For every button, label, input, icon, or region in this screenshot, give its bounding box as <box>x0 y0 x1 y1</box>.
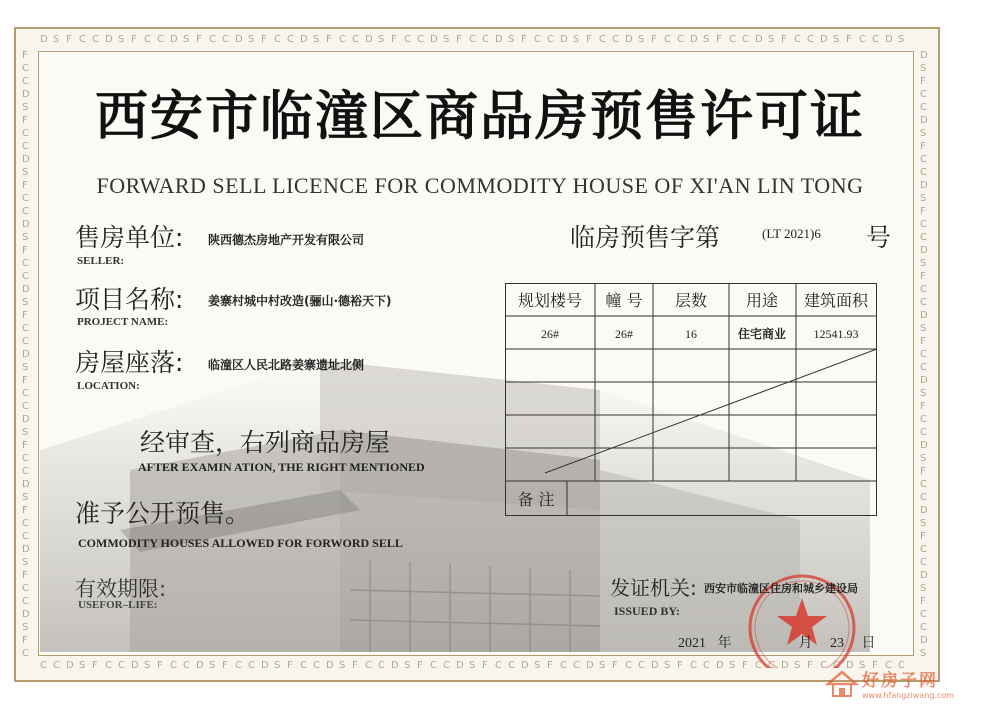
border-letter: S <box>794 660 801 671</box>
border-letter: S <box>920 128 927 139</box>
border-letter: D <box>920 180 928 191</box>
border-letter: F <box>22 635 28 646</box>
header-building-no: 幢 号 <box>605 291 643 310</box>
border-letter: F <box>920 336 926 347</box>
border-letter: D <box>22 154 30 165</box>
border-letter: F <box>22 310 28 321</box>
border-letter: C <box>313 660 320 671</box>
header-floor-area: 建筑面积 <box>803 291 869 310</box>
border-letter: C <box>920 89 927 100</box>
border-letter: F <box>22 115 28 126</box>
border-letter: F <box>417 660 423 671</box>
border-letter: D <box>40 34 48 45</box>
border-letter: S <box>920 388 927 399</box>
border-letter: S <box>508 34 515 45</box>
border-letter: D <box>781 660 789 671</box>
border-letter: F <box>781 34 787 45</box>
border-letter: F <box>157 660 163 671</box>
border-letter: F <box>222 660 228 671</box>
border-letter: F <box>677 660 683 671</box>
border-letter: C <box>22 63 29 74</box>
border-letter: C <box>729 34 736 45</box>
border-letter: S <box>703 34 710 45</box>
border-letter: F <box>196 34 202 45</box>
border-letter: C <box>920 284 927 295</box>
border-letter: F <box>131 34 137 45</box>
header-planned-building-no: 规划楼号 <box>517 291 583 310</box>
border-letter: C <box>920 362 927 373</box>
border-letter: S <box>920 323 927 334</box>
border-letter: C <box>378 660 385 671</box>
border-letter: C <box>209 34 216 45</box>
border-letter: S <box>144 660 151 671</box>
border-letter: F <box>612 660 618 671</box>
site-watermark-logo <box>822 662 982 702</box>
border-letter: S <box>118 34 125 45</box>
border-letter: C <box>22 466 29 477</box>
border-letter: S <box>920 648 927 659</box>
border-letter: C <box>22 206 29 217</box>
cell-usage: 住宅商业 <box>737 327 787 341</box>
border-letter: D <box>22 544 30 555</box>
border-letter: C <box>22 453 29 464</box>
border-letter: C <box>625 660 632 671</box>
border-letter: C <box>755 660 762 671</box>
border-letter: D <box>365 34 373 45</box>
border-letter: S <box>22 232 29 243</box>
border-letter: S <box>443 34 450 45</box>
border-letter: C <box>404 34 411 45</box>
seller-label-en: SELLER: <box>77 255 125 267</box>
border-letter: D <box>22 219 30 230</box>
border-letter: C <box>417 34 424 45</box>
border-letter: F <box>920 466 926 477</box>
border-letter: F <box>287 660 293 671</box>
border-letter: S <box>22 557 29 568</box>
svg-text:好房子网: 好房子网 <box>862 671 938 691</box>
border-letter: C <box>560 660 567 671</box>
border-letter: D <box>586 660 594 671</box>
border-letter: C <box>22 388 29 399</box>
border-letter: D <box>920 115 928 126</box>
border-letter: D <box>495 34 503 45</box>
border-letter: F <box>66 34 72 45</box>
border-letter: C <box>235 660 242 671</box>
border-letter: F <box>920 271 926 282</box>
border-letter: D <box>716 660 724 671</box>
border-letter: D <box>196 660 204 671</box>
border-letter: C <box>105 660 112 671</box>
border-letter: D <box>755 34 763 45</box>
border-letter: C <box>22 76 29 87</box>
border-letter: S <box>920 193 927 204</box>
border-letter: F <box>22 50 28 61</box>
border-letter: C <box>22 193 29 204</box>
border-letter: C <box>300 660 307 671</box>
border-letter: C <box>638 660 645 671</box>
border-letter: D <box>170 34 178 45</box>
border-letter: D <box>235 34 243 45</box>
border-letter: F <box>920 401 926 412</box>
certificate-subtitle: FORWARD SELL LICENCE FOR COMMODITY HOUSE OF XI'AN LIN TONG <box>96 173 864 198</box>
border-letter: S <box>768 34 775 45</box>
border-letter: D <box>920 245 928 256</box>
border-letter: S <box>22 622 29 633</box>
border-letter: F <box>22 570 28 581</box>
border-letter: D <box>560 34 568 45</box>
border-letter: C <box>920 427 927 438</box>
border-letter: C <box>807 34 814 45</box>
border-letter: F <box>482 660 488 671</box>
border-letter: C <box>920 154 927 165</box>
day-unit: 日 <box>861 635 876 651</box>
location-value: 临潼区人民北路姜寨遗址北侧 <box>208 358 365 372</box>
border-letter: F <box>920 141 926 152</box>
border-letter: C <box>22 336 29 347</box>
presale-allowed-statement-en: COMMODITY HOUSES ALLOWED FOR FORWORD SELL <box>78 536 403 550</box>
border-letter: C <box>53 660 60 671</box>
validity-label: 有效期限: <box>75 577 167 601</box>
border-letter: C <box>144 34 151 45</box>
border-letter: F <box>547 660 553 671</box>
month-unit: 月 <box>798 635 813 651</box>
border-letter: D <box>920 570 928 581</box>
border-letter: S <box>22 362 29 373</box>
border-letter: S <box>22 427 29 438</box>
border-letter: F <box>22 440 28 451</box>
border-letter: C <box>833 660 840 671</box>
border-letter: D <box>920 50 928 61</box>
border-letter: S <box>404 660 411 671</box>
border-letter: S <box>22 167 29 178</box>
border-letter: S <box>274 660 281 671</box>
border-letter: D <box>885 34 893 45</box>
border-letter: C <box>920 219 927 230</box>
border-letter: C <box>22 323 29 334</box>
border-letter: F <box>651 34 657 45</box>
border-letter: C <box>742 34 749 45</box>
border-letter: D <box>22 479 30 490</box>
border-letter: C <box>248 660 255 671</box>
border-letter: S <box>22 297 29 308</box>
permit-number-label: 临房预售字第 <box>570 223 721 252</box>
border-letter: D <box>22 414 30 425</box>
border-letter: F <box>742 660 748 671</box>
border-letter: C <box>22 128 29 139</box>
border-letter: F <box>920 76 926 87</box>
border-letter: S <box>209 660 216 671</box>
border-letter: F <box>456 34 462 45</box>
border-letter: C <box>820 660 827 671</box>
border-letter: F <box>716 34 722 45</box>
border-letter: S <box>920 258 927 269</box>
border-letter: D <box>326 660 334 671</box>
border-letter: C <box>547 34 554 45</box>
remarks-label: 备 注 <box>517 490 555 509</box>
presale-allowed-statement: 准予公开预售。 <box>75 499 251 528</box>
border-letter: C <box>22 583 29 594</box>
border-letter: D <box>820 34 828 45</box>
border-letter: F <box>92 660 98 671</box>
border-letter: C <box>365 660 372 671</box>
border-letter: C <box>534 34 541 45</box>
seller-value: 陕西德杰房地产开发有限公司 <box>208 233 365 247</box>
border-letter: S <box>920 518 927 529</box>
border-letter: C <box>443 660 450 671</box>
border-letter: C <box>40 660 47 671</box>
border-letter: C <box>920 232 927 243</box>
project-label-en: PROJECT NAME: <box>77 316 169 328</box>
border-letter: D <box>22 609 30 620</box>
header-usage: 用途 <box>745 291 779 310</box>
border-letter: D <box>920 310 928 321</box>
border-letter: F <box>261 34 267 45</box>
border-letter: C <box>118 660 125 671</box>
border-letter: D <box>131 660 139 671</box>
border-letter: F <box>846 34 852 45</box>
border-letter: C <box>612 34 619 45</box>
certificate-title: 西安市临潼区商品房预售许可证 <box>95 86 865 147</box>
border-letter: D <box>920 375 928 386</box>
location-label-en: LOCATION: <box>77 380 140 392</box>
border-letter: S <box>534 660 541 671</box>
border-letter: F <box>807 660 813 671</box>
border-letter: C <box>22 141 29 152</box>
border-letter: C <box>920 557 927 568</box>
border-letter: D <box>391 660 399 671</box>
border-letter: C <box>599 34 606 45</box>
border-letter: F <box>920 596 926 607</box>
border-letter: S <box>599 660 606 671</box>
border-letter: S <box>729 660 736 671</box>
border-letter: D <box>690 34 698 45</box>
border-letter: D <box>300 34 308 45</box>
issuing-authority-value: 西安市临潼区住房和城乡建设局 <box>704 582 858 595</box>
border-letter: C <box>920 492 927 503</box>
border-letter: D <box>920 635 928 646</box>
border-letter: S <box>313 34 320 45</box>
issue-year: 2021 <box>678 636 706 651</box>
border-letter: D <box>456 660 464 671</box>
border-letter: C <box>920 609 927 620</box>
border-letter: D <box>22 89 30 100</box>
border-letter: F <box>22 505 28 516</box>
border-letter: F <box>22 180 28 191</box>
year-unit: 年 <box>717 635 732 651</box>
border-letter: C <box>920 102 927 113</box>
border-letter: C <box>920 479 927 490</box>
border-letter: F <box>22 375 28 386</box>
border-letter: C <box>573 660 580 671</box>
border-letter: C <box>885 660 892 671</box>
approval-statement: 经审查，右列商品房屋 <box>140 428 391 457</box>
border-letter: S <box>183 34 190 45</box>
svg-text:www.hfangziwang.com: www.hfangziwang.com <box>862 691 955 700</box>
issuing-authority-label: 发证机关: <box>610 576 697 600</box>
border-letter: F <box>22 245 28 256</box>
border-letter: C <box>22 271 29 282</box>
border-letter: S <box>53 34 60 45</box>
permit-number-code: (LT 2021)6 <box>762 226 821 241</box>
border-letter: S <box>22 492 29 503</box>
border-letter: C <box>22 531 29 542</box>
border-letter: S <box>79 660 86 671</box>
border-letter: S <box>339 660 346 671</box>
seller-label: 售房单位: <box>75 223 184 252</box>
border-letter: D <box>846 660 854 671</box>
issue-day: 23 <box>830 636 844 651</box>
border-letter: D <box>920 440 928 451</box>
cell-floor-area: 12541.93 <box>813 327 859 341</box>
border-letter: C <box>22 518 29 529</box>
border-letter: C <box>872 34 879 45</box>
border-letter: S <box>920 583 927 594</box>
border-letter: C <box>92 34 99 45</box>
border-letter: D <box>430 34 438 45</box>
border-letter: C <box>677 34 684 45</box>
border-letter: D <box>22 284 30 295</box>
border-letter: S <box>664 660 671 671</box>
issuing-authority-label-en: ISSUED BY: <box>614 604 680 618</box>
border-letter: C <box>222 34 229 45</box>
border-letter: F <box>352 660 358 671</box>
border-letter: D <box>651 660 659 671</box>
border-letter: C <box>920 167 927 178</box>
border-letter: F <box>521 34 527 45</box>
border-letter: C <box>920 544 927 555</box>
border-letter: C <box>920 622 927 633</box>
header-floors: 层数 <box>674 291 708 310</box>
border-letter: S <box>920 63 927 74</box>
border-letter: S <box>898 34 905 45</box>
approval-statement-en: AFTER EXAMIN ATION, THE RIGHT MENTIONED <box>138 460 425 474</box>
border-letter: D <box>625 34 633 45</box>
border-letter: C <box>920 297 927 308</box>
border-letter: C <box>859 34 866 45</box>
border-letter: C <box>469 34 476 45</box>
border-letter: C <box>274 34 281 45</box>
border-letter: D <box>920 505 928 516</box>
border-letter: S <box>248 34 255 45</box>
border-letter: C <box>22 401 29 412</box>
project-label: 项目名称: <box>75 285 184 314</box>
border-letter: F <box>872 660 878 671</box>
border-letter: C <box>664 34 671 45</box>
border-letter: S <box>573 34 580 45</box>
cell-floors: 16 <box>685 327 697 341</box>
border-letter: C <box>352 34 359 45</box>
border-letter: C <box>794 34 801 45</box>
border-letter: C <box>482 34 489 45</box>
border-letter: S <box>920 453 927 464</box>
border-letter: C <box>768 660 775 671</box>
border-letter: F <box>920 531 926 542</box>
border-letter: C <box>170 660 177 671</box>
border-letter: C <box>920 414 927 425</box>
location-label: 房屋座落: <box>75 348 184 377</box>
border-letter: C <box>430 660 437 671</box>
border-letter: F <box>586 34 592 45</box>
border-letter: C <box>287 34 294 45</box>
cell-planned-building-no: 26# <box>541 327 559 341</box>
border-letter: F <box>391 34 397 45</box>
border-letter: S <box>469 660 476 671</box>
border-letter: S <box>638 34 645 45</box>
border-letter: C <box>898 660 905 671</box>
issue-date <box>678 632 876 652</box>
border-letter: C <box>79 34 86 45</box>
border-letter: C <box>703 660 710 671</box>
border-letter: S <box>859 660 866 671</box>
validity-label-en: USEFOR–LIFE: <box>78 599 158 611</box>
border-letter: D <box>22 349 30 360</box>
border-letter: C <box>495 660 502 671</box>
border-letter: C <box>690 660 697 671</box>
building-info-table <box>505 283 877 516</box>
border-letter: C <box>920 349 927 360</box>
border-letter: D <box>521 660 529 671</box>
project-value: 姜寨村城中村改造(骊山·德裕天下) <box>208 294 392 308</box>
border-letter: D <box>66 660 74 671</box>
permit-number-suffix: 号 <box>866 223 892 252</box>
border-letter: F <box>326 34 332 45</box>
border-letter: D <box>105 34 113 45</box>
border-letter: F <box>920 206 926 217</box>
border-letter: S <box>833 34 840 45</box>
border-letter: C <box>22 596 29 607</box>
border-letter: C <box>183 660 190 671</box>
border-letter: C <box>22 258 29 269</box>
border-letter: C <box>157 34 164 45</box>
border-letter: S <box>22 102 29 113</box>
border-letter: C <box>22 648 29 659</box>
border-letter: C <box>508 660 515 671</box>
border-letter: S <box>378 34 385 45</box>
cell-building-no: 26# <box>615 327 633 341</box>
border-letter: C <box>339 34 346 45</box>
border-letter: D <box>261 660 269 671</box>
